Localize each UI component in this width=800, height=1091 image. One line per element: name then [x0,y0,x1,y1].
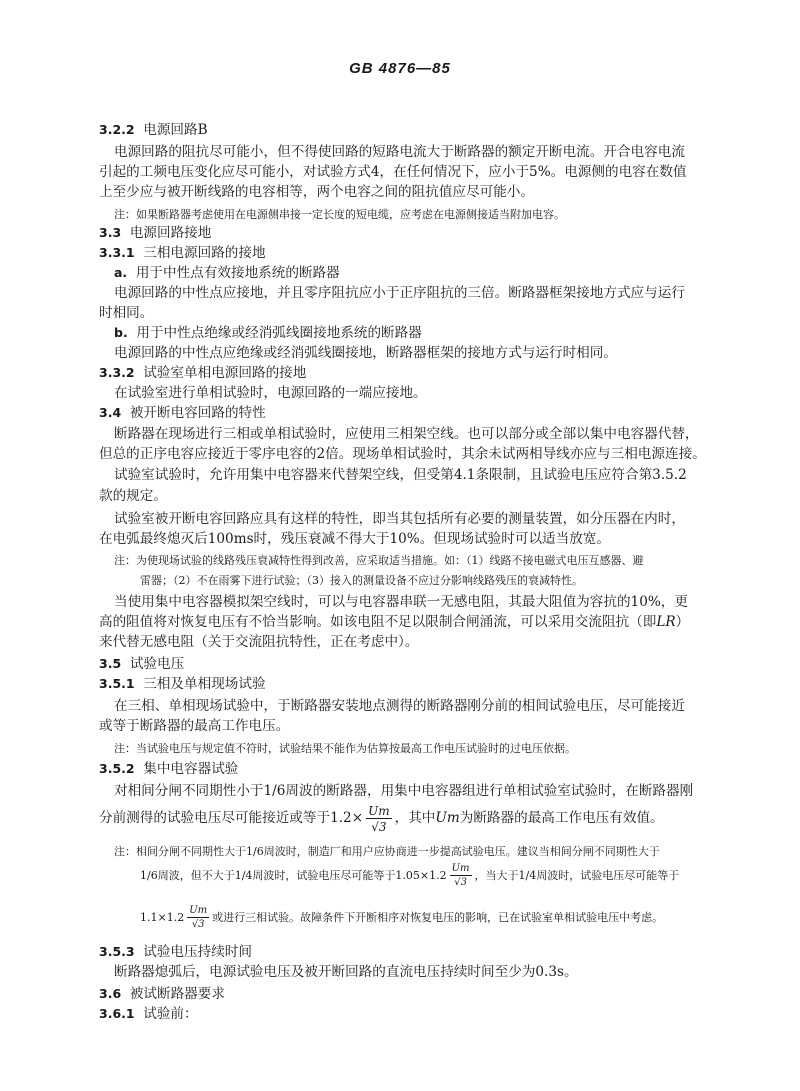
section-3-5-heading [99,655,184,673]
section-3-5-1-heading [99,675,266,693]
section-number: 3.6 [99,986,122,1001]
formula-line [99,800,664,836]
um-symbol: Um [435,810,460,826]
item-a [114,264,340,282]
section-3-6-1-heading [99,1005,198,1023]
fraction-numerator: Um [451,863,470,874]
item-text: 用于中性点绝缘或经消弧线圈接地系统的断路器 [136,325,422,341]
fraction-numerator: Um [368,803,390,818]
section-3-5-3-heading [99,943,252,961]
item-b [114,324,422,342]
section-title: 试验电压 [129,656,185,672]
item-text: 用于中性点有效接地系统的断路器 [135,265,340,281]
section-3-4-heading [99,404,266,422]
paragraph-line: 上至少应与被开断线路的电容相等，两个电容之间的阻抗值应尽可能小。 [99,184,534,200]
note-line: 注：相间分闸不同期性大于1/6周波时，制造厂和用户应协商进一步提高试验电压。建议当相间分闸不同期性大于 [114,845,660,858]
um-over-sqrt3-fraction [187,906,209,930]
paragraph-line: 对相间分闸不同期性小于1/6周波的断路器，用集中电容器组进行单相试验室试验时，在断路器刚 [114,783,694,799]
section-title: 三相电源回路的接地 [143,245,266,261]
paragraph-line: 试验室被开断电容回路应具有这样的特性，即当其包括所有必要的测量装置，如分压器在内时， [114,511,685,527]
section-number: 3.5.1 [99,676,135,691]
section-title: 电源回路接地 [129,225,212,241]
text-run: 分前测得的试验电压尽可能接近或等于1.2× [99,810,364,826]
section-number: 3.5 [99,656,122,671]
um-over-sqrt3-fraction [450,864,472,888]
paragraph-line: 在电弧最终熄灭后100ms时，残压衰减不得大于10%。但现场试验时可以适当放宽。 [99,531,611,547]
section-title: 被开断电容回路的特性 [129,405,266,421]
section-3-2-2-heading [99,121,208,139]
section-number: 3.3.2 [99,365,135,380]
text-run: ，当大于1/4周波时，试验电压尽可能等于 [474,869,680,882]
um-over-sqrt3-fraction [366,805,392,833]
section-3-3-1-heading [99,244,266,262]
paragraph-line: 在试验室进行单相试验时，电源回路的一端应接地。 [114,385,427,401]
section-title: 三相及单相现场试验 [143,676,266,692]
paragraph-line: 引起的工频电压变化应尽可能小，对试验方式4，在任何情况下，应小于5%。电源侧的电容在数值 [99,164,687,180]
paragraph-line: 在三相、单相现场试验中，于断路器安装地点测得的断路器刚分前的相间试验电压，尽可能接近 [114,698,685,714]
fraction-numerator: Um [189,905,208,916]
section-number: 3.3 [99,225,122,240]
text-run: ，其中 [394,810,436,826]
item-label: a. [114,265,128,280]
paragraph-line: 电源回路的阻抗尽可能小，但不得使回路的短路电流大于断路器的额定开断电流。开合电容电流 [114,144,685,160]
paragraph-line: 或等于断路器的最高工作电压。 [99,718,290,734]
note-line: 雷器；（2）不在雨雾下进行试验；（3）接入的测量设备不应过分影响线路残压的衰减特性。 [140,574,583,587]
paragraph-line: 断路器在现场进行三相或单相试验时，应使用三相架空线。也可以部分或全部以集中电容器代替， [114,426,699,442]
paragraph-line: 试验室试验时，允许用集中电容器来代替架空线，但受第4.1条限制，且试验电压应符合第3.5.2 [114,467,687,483]
paragraph-line: 当使用集中电容器模拟架空线时，可以与电容器串联一无感电阻，其最大阻值为容抗的10%，更 [114,594,688,610]
paragraph-line: 但总的正序电容应接近于零序电容的2倍。现场单相试验时，其余未试两相导线亦应与三相电源连接。 [99,446,706,462]
paragraph-line: 款的规定。 [99,488,167,504]
fraction-denominator: √3 [454,877,467,888]
note-line: 注：为使现场试验的线路残压衰减特性得到改善，应采取适当措施。如：（1）线路不接电磁式电压互感器、避 [114,554,644,567]
section-number: 3.4 [99,405,122,420]
note-line: 注：当试验电压与规定值不符时，试验结果不能作为估算按最高工作电压试验时的过电压依据。 [114,742,576,755]
paragraph-line: 时相同。 [99,305,154,321]
fraction-denominator: √3 [371,819,387,834]
paragraph-line: 电源回路的中性点应绝缘或经消弧线圈接地，断路器框架的接地方式与运行时相同。 [114,345,617,361]
section-title: 集中电容器试验 [143,761,239,777]
note-line: 注：如果断路器考虑使用在电源侧串接一定长度的短电缆，应考虑在电源侧接适当附加电容。 [114,208,565,221]
paragraph-line: 断路器熄弧后，电源试验电压及被开断回路的直流电压持续时间至少为0.3s。 [114,964,578,980]
section-title: 电源回路B [143,122,208,138]
text-run: ） [675,614,690,630]
lr-symbol: LR [656,614,676,630]
text-run: 高的阻值将对恢复电压有不恰当影响。如该电阻不足以限制合闸涌流，可以采用交流阻抗（即 [99,614,657,630]
paragraph-line: 电源回路的中性点应接地，并且零序阻抗应小于正序阻抗的三倍。断路器框架接地方式应与运行 [114,285,685,301]
section-number: 3.3.1 [99,245,135,260]
section-3-3-heading [99,224,211,242]
text-run: 为断路器的最高工作电压有效值。 [459,810,664,826]
section-3-6-heading [99,985,225,1003]
section-3-5-2-heading [99,760,238,778]
section-title: 试验电压持续时间 [143,944,252,960]
section-title: 被试断路器要求 [129,986,225,1002]
paragraph-line [99,613,689,631]
standard-number-header: GB 4876—85 [349,60,451,77]
note-formula-line [140,860,679,892]
section-title: 试验前： [143,1006,198,1022]
text-run: 1.1×1.2 [140,911,185,924]
item-label: b. [114,325,128,340]
section-3-3-2-heading [99,364,306,382]
section-number: 3.6.1 [99,1006,135,1021]
text-run: 或进行三相试验。故障条件下开断相序对恢复电压的影响，已在试验室单相试验电压中考虑。 [212,911,664,924]
section-number: 3.5.2 [99,761,135,776]
text-run: 1/6周波，但不大于1/4周波时，试验电压尽可能等于1.05×1.2 [140,869,447,882]
section-number: 3.5.3 [99,944,135,959]
fraction-denominator: √3 [191,919,205,930]
note-formula-line [140,902,663,934]
section-number: 3.2.2 [99,122,135,137]
section-title: 试验室单相电源回路的接地 [143,365,307,381]
paragraph-line: 来代替无感电阻（关于交流阻抗特性，正在考虑中）。 [99,634,419,650]
